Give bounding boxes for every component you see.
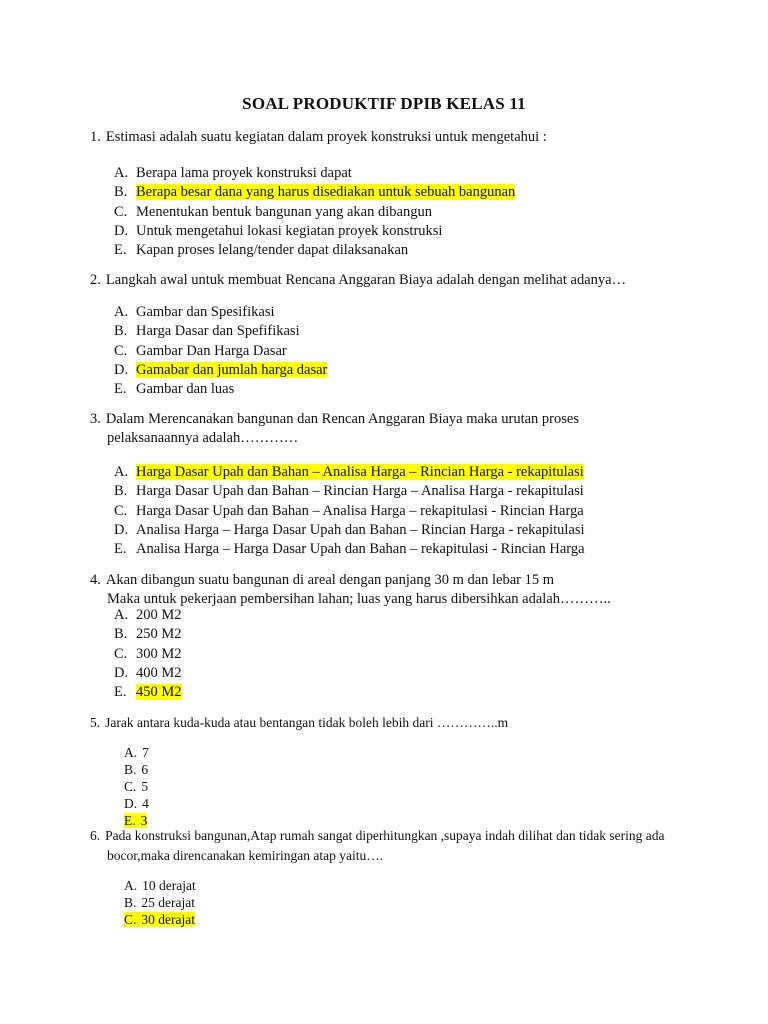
option-letter: E. — [114, 684, 127, 701]
option-text: Gambar dan luas — [136, 381, 235, 398]
option-3d — [114, 521, 585, 540]
option-letter: A. — [124, 745, 138, 760]
option-letter: B. — [114, 323, 128, 340]
option-letter: B. — [114, 626, 128, 643]
option-text: 6 — [141, 762, 149, 777]
question-3-options — [114, 463, 585, 559]
document-title: SOAL PRODUKTIF DPIB KELAS 11 — [242, 94, 526, 113]
option-3b — [114, 482, 585, 501]
option-letter: B. — [124, 895, 137, 910]
question-1-options — [114, 164, 515, 260]
option-text: Harga Dasar Upah dan Bahan – Rincian Harga – Analisa Harga - rekapitulasi — [136, 483, 584, 500]
question-number: 3. — [90, 411, 101, 427]
option-text: 250 M2 — [136, 626, 182, 643]
option-letter: E. — [124, 813, 136, 828]
option-2a — [114, 303, 327, 322]
option-text-highlighted: Berapa besar dana yang harus disediakan untuk sebuah bangunan — [136, 184, 516, 201]
option-letter: C. — [124, 779, 137, 794]
option-4e — [114, 683, 182, 702]
option-letter: C. — [114, 342, 128, 359]
option-1c — [114, 203, 515, 222]
question-text: Estimasi adalah suatu kegiatan dalam proyek konstruksi untuk mengetahui : — [105, 129, 547, 145]
option-letter: E. — [114, 541, 127, 558]
question-text: Pada konstruksi bangunan,Atap rumah sangat diperhitungkan ,supaya indah dilihat dan tidak sering ada — [105, 828, 665, 843]
option-text: Analisa Harga – Harga Dasar Upah dan Bahan – rekapitulasi - Rincian Harga — [136, 541, 585, 558]
option-letter: C. — [114, 645, 128, 662]
option-1d — [114, 222, 515, 241]
option-highlighted — [124, 912, 195, 927]
option-1a — [114, 164, 515, 183]
question-text: Dalam Merencanakan bangunan dan Rencan Anggaran Biaya maka urutan proses — [105, 411, 579, 427]
option-text-highlighted: Harga Dasar Upah dan Bahan – Analisa Harga – Rincian Harga - rekapitulasi — [136, 464, 584, 480]
option-5a — [124, 744, 149, 761]
option-2b — [114, 322, 327, 341]
question-3 — [90, 410, 579, 448]
option-letter: E. — [114, 242, 127, 259]
question-4-options — [114, 606, 182, 702]
question-6-options — [124, 877, 196, 928]
question-text: Jarak antara kuda-kuda atau bentangan tidak boleh lebih dari …………..m — [105, 715, 509, 730]
option-5c — [124, 778, 149, 795]
option-text: 5 — [141, 779, 149, 794]
option-2d — [114, 361, 327, 380]
option-3e — [114, 540, 585, 559]
option-6a — [124, 877, 196, 894]
option-highlighted — [124, 813, 147, 828]
option-letter: C. — [114, 502, 128, 519]
option-text: Analisa Harga – Harga Dasar Upah dan Bahan – Rincian Harga - rekapitulasi — [136, 521, 585, 538]
option-letter: B. — [114, 483, 128, 500]
option-2e — [114, 380, 327, 399]
question-number: 2. — [90, 272, 101, 288]
question-5 — [90, 714, 508, 731]
option-text: Gambar Dan Harga Dasar — [136, 342, 287, 359]
question-6 — [90, 827, 665, 864]
option-3c — [114, 502, 585, 521]
option-letter: D. — [114, 664, 129, 681]
option-letter: C. — [124, 912, 137, 927]
question-5-options — [124, 744, 149, 829]
option-letter: B. — [124, 762, 137, 777]
option-text: 7 — [142, 745, 149, 760]
option-6b — [124, 894, 196, 911]
option-4a — [114, 606, 182, 625]
option-5d — [124, 795, 149, 812]
option-1b — [114, 183, 515, 202]
option-text: Kapan proses lelang/tender dapat dilaksanakan — [136, 242, 409, 259]
question-text-continued: Maka untuk pekerjaan pembersihan lahan; luas yang harus dibersihkan adalah……….. — [107, 591, 611, 607]
option-text: Harga Dasar Upah dan Bahan – Analisa Harga – rekapitulasi - Rincian Harga — [136, 502, 584, 519]
question-4 — [90, 571, 611, 609]
option-letter: E. — [114, 381, 127, 398]
option-text: 200 M2 — [136, 607, 182, 623]
option-text: 25 derajat — [141, 895, 195, 910]
option-letter: D. — [114, 521, 129, 538]
option-4d — [114, 664, 182, 683]
option-text: Untuk mengetahui lokasi kegiatan proyek konstruksi — [136, 222, 443, 239]
option-3a — [114, 463, 585, 482]
option-text: 4 — [142, 796, 149, 811]
question-2-options — [114, 303, 327, 399]
option-letter: A. — [114, 607, 129, 623]
option-letter: A. — [124, 878, 138, 893]
option-letter: D. — [114, 222, 129, 239]
question-2 — [90, 271, 626, 290]
question-number: 5. — [90, 715, 101, 730]
option-letter: C. — [114, 203, 128, 220]
option-text-highlighted: Gamabar dan jumlah harga dasar — [136, 361, 328, 378]
option-4b — [114, 625, 182, 644]
option-letter: B. — [114, 184, 128, 201]
option-text: 30 derajat — [141, 912, 195, 927]
option-letter: D. — [124, 796, 138, 811]
question-text: Langkah awal untuk membuat Rencana Anggaran Biaya adalah dengan melihat adanya… — [105, 272, 627, 288]
option-4c — [114, 645, 182, 664]
option-2c — [114, 342, 327, 361]
option-letter: A. — [114, 165, 129, 181]
option-letter: A. — [114, 464, 129, 480]
question-text-continued: bocor,maka direncanakan kemiringan atap yaitu…. — [107, 848, 384, 863]
question-number: 6. — [90, 828, 101, 843]
option-text: 400 M2 — [136, 664, 182, 681]
option-letter: A. — [114, 304, 129, 320]
question-1 — [90, 128, 547, 147]
option-text-highlighted: 450 M2 — [136, 684, 182, 701]
option-1e — [114, 241, 515, 260]
option-5b — [124, 761, 149, 778]
option-6c — [124, 911, 196, 928]
option-text: Menentukan bentuk bangunan yang akan dibangun — [136, 203, 432, 220]
option-text: Berapa lama proyek konstruksi dapat — [136, 165, 352, 181]
option-text: 300 M2 — [136, 645, 182, 662]
question-text: Akan dibangun suatu bangunan di areal dengan panjang 30 m dan lebar 15 m — [105, 572, 555, 588]
option-text: 3 — [140, 813, 148, 828]
option-letter: D. — [114, 361, 129, 378]
question-text-continued: pelaksanaannya adalah………… — [107, 430, 299, 446]
question-number: 4. — [90, 572, 101, 588]
option-text: Harga Dasar dan Spefifikasi — [136, 323, 300, 340]
option-text: 10 derajat — [142, 878, 196, 893]
option-text: Gambar dan Spesifikasi — [136, 304, 275, 320]
question-number: 1. — [90, 129, 101, 145]
